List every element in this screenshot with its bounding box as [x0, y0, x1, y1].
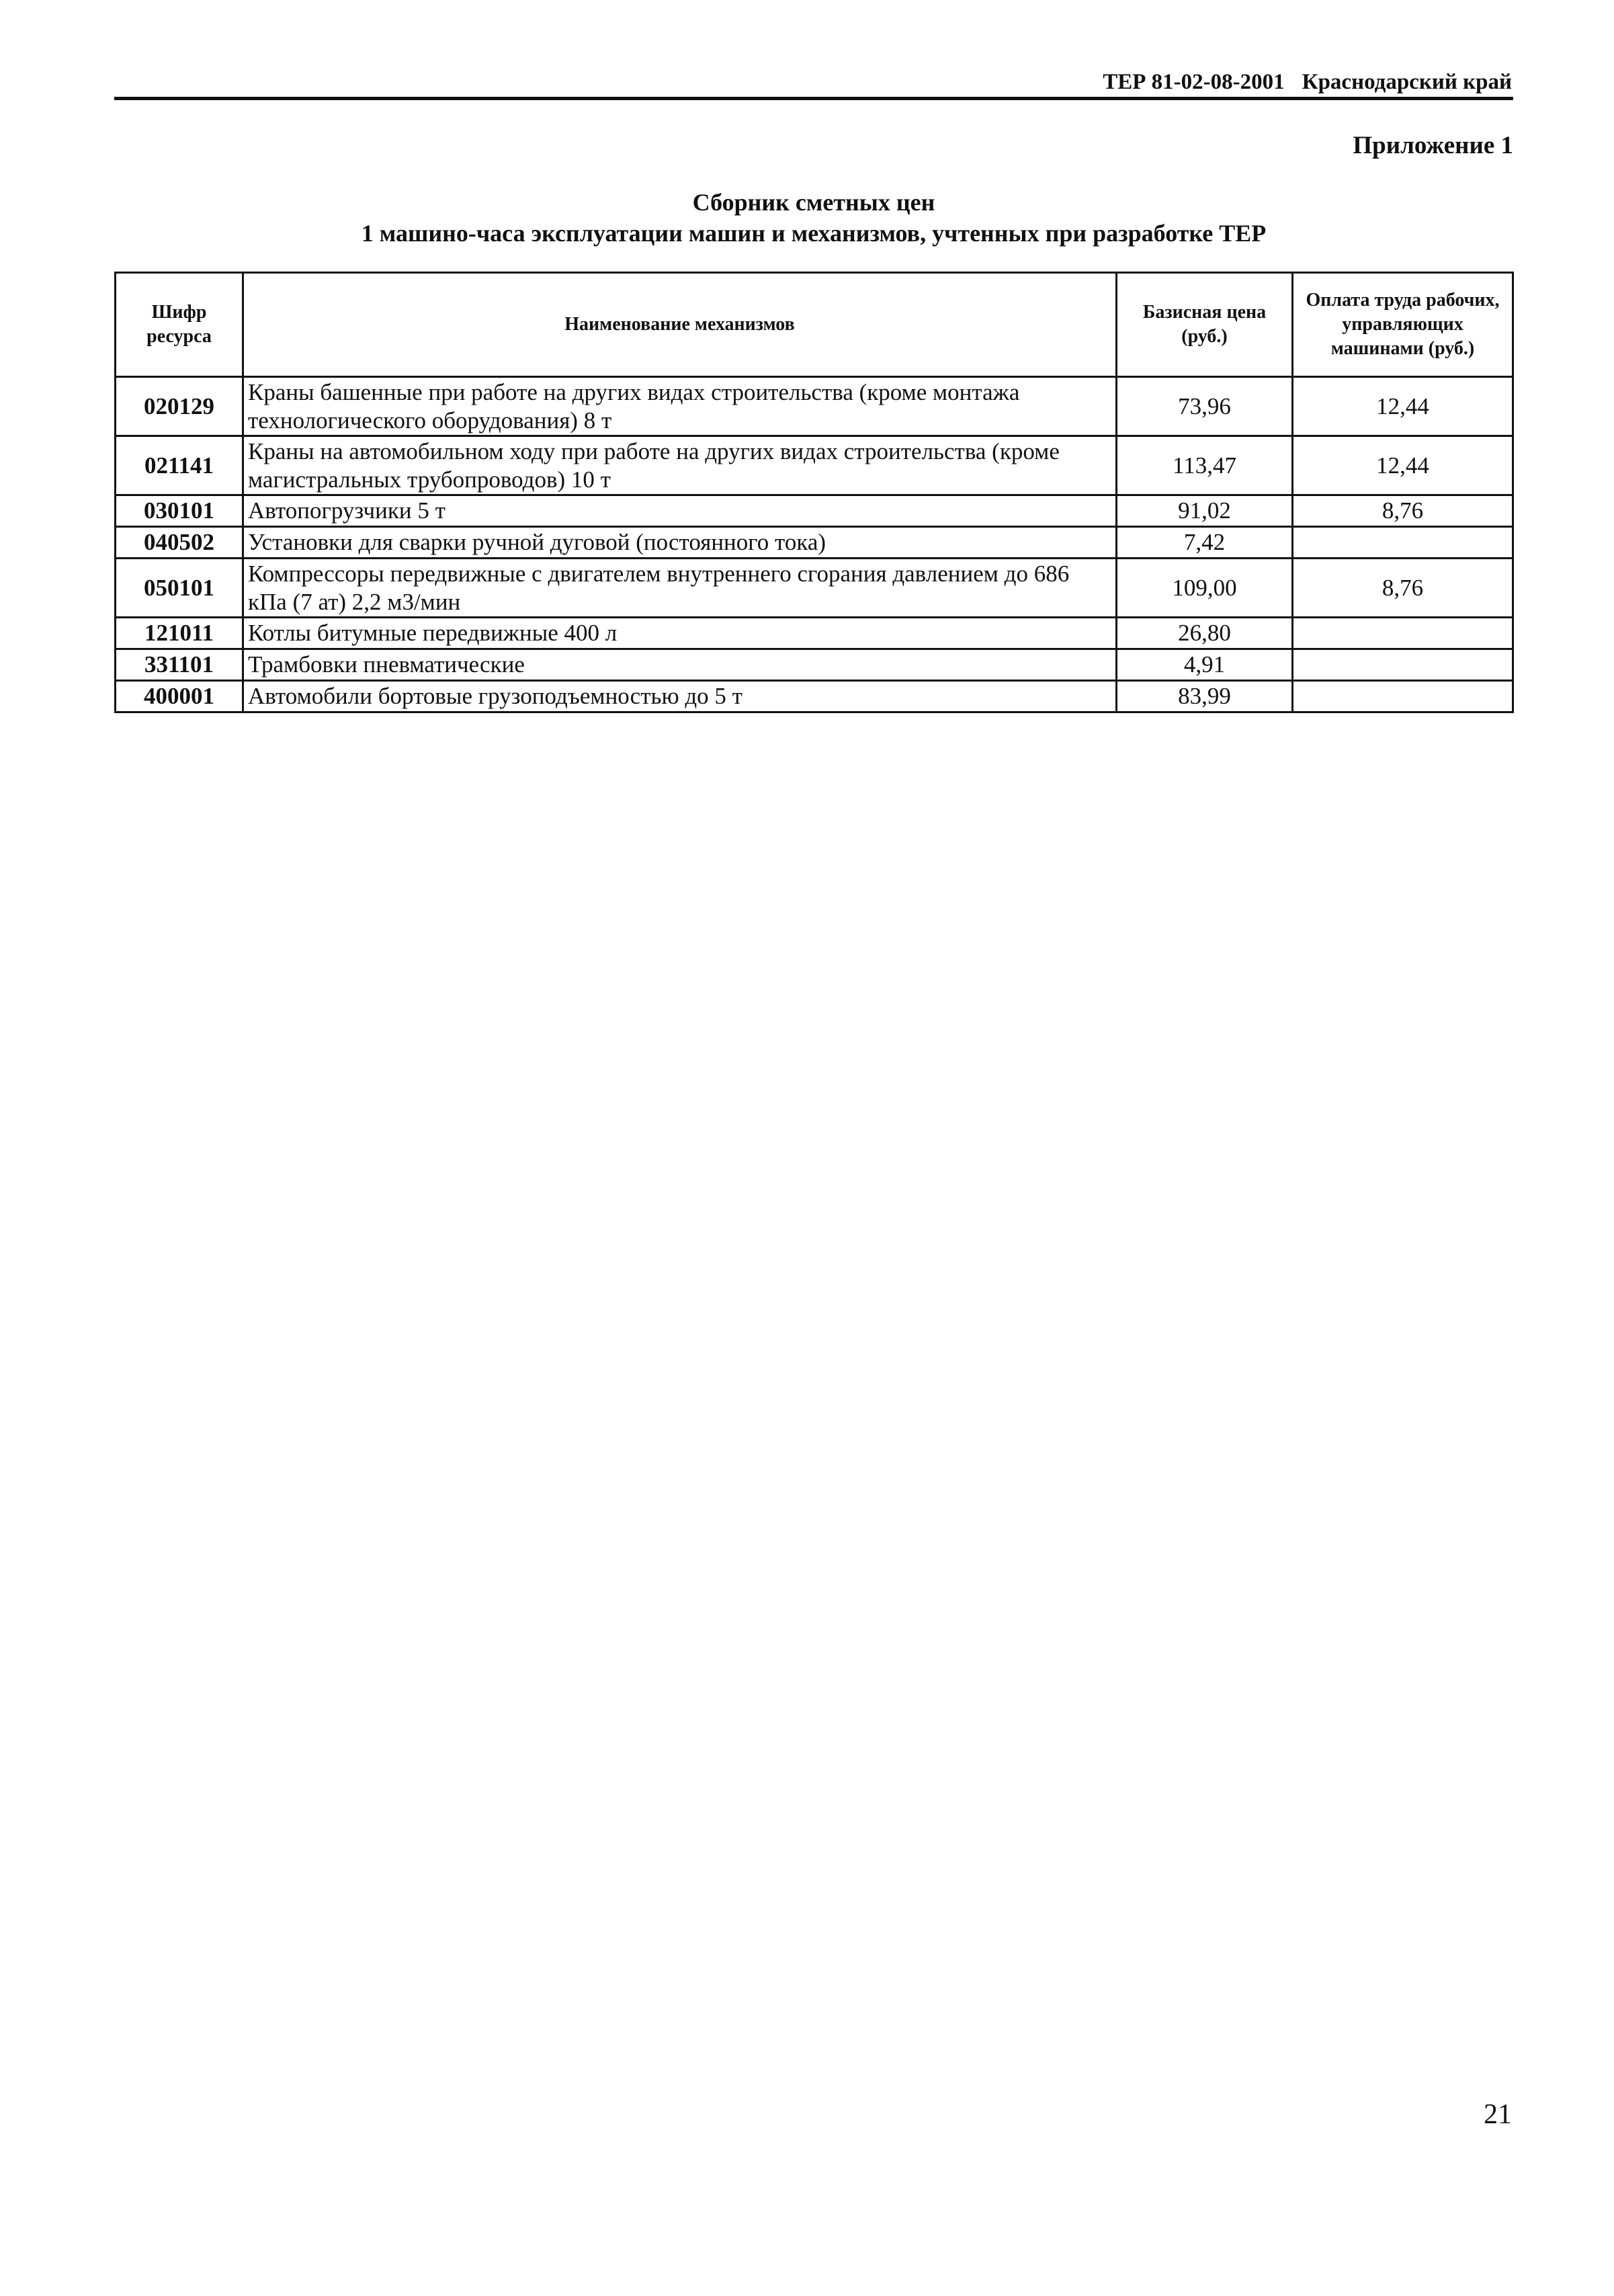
cell-code: 121011 — [116, 618, 243, 649]
cell-name: Установки для сварки ручной дуговой (постоянного тока) — [243, 527, 1117, 559]
header-code: Шифр ресурса — [116, 273, 243, 377]
table-row — [116, 527, 1513, 559]
cell-wages: 12,44 — [1293, 377, 1513, 436]
appendix-label: Приложение 1 — [1353, 132, 1513, 159]
header-price: Базисная цена (руб.) — [1117, 273, 1293, 377]
cell-name: Краны на автомобильном ходу при работе на других видах строительства (кроме магистральных трубопроводов) 10 т — [243, 436, 1117, 495]
title-line-1: Сборник сметных цен — [692, 189, 935, 216]
price-table — [114, 272, 1514, 713]
cell-wages — [1293, 527, 1513, 559]
cell-name: Котлы битумные передвижные 400 л — [243, 618, 1117, 649]
cell-price: 109,00 — [1117, 559, 1293, 618]
cell-price: 4,91 — [1117, 649, 1293, 681]
cell-code: 331101 — [116, 649, 243, 681]
cell-code: 050101 — [116, 559, 243, 618]
table-row — [116, 377, 1513, 436]
cell-name: Краны башенные при работе на других видах строительства (кроме монтажа технологического оборудования) 8 т — [243, 377, 1117, 436]
cell-price: 91,02 — [1117, 495, 1293, 527]
cell-code: 030101 — [116, 495, 243, 527]
table-row — [116, 559, 1513, 618]
document-title — [114, 187, 1513, 249]
cell-wages: 8,76 — [1293, 559, 1513, 618]
table-row — [116, 495, 1513, 527]
cell-name: Автомобили бортовые грузоподъемностью до 5 т — [243, 681, 1117, 712]
cell-name: Компрессоры передвижные с двигателем внутреннего сгорания давлением до 686 кПа (7 ат) 2,2 м3/мин — [243, 559, 1117, 618]
cell-name: Трамбовки пневматические — [243, 649, 1117, 681]
cell-wages — [1293, 649, 1513, 681]
table-row — [116, 649, 1513, 681]
table-header-row — [116, 273, 1513, 377]
cell-code: 021141 — [116, 436, 243, 495]
table-row — [116, 436, 1513, 495]
cell-name: Автопогрузчики 5 т — [243, 495, 1117, 527]
page-number: 21 — [1484, 2099, 1512, 2130]
cell-wages: 12,44 — [1293, 436, 1513, 495]
cell-code: 400001 — [116, 681, 243, 712]
region-name: Краснодарский край — [1302, 70, 1512, 94]
cell-price: 113,47 — [1117, 436, 1293, 495]
header-rule — [114, 97, 1513, 100]
running-header — [114, 67, 1512, 97]
table-row — [116, 681, 1513, 712]
cell-code: 020129 — [116, 377, 243, 436]
cell-price: 73,96 — [1117, 377, 1293, 436]
cell-price: 26,80 — [1117, 618, 1293, 649]
cell-wages: 8,76 — [1293, 495, 1513, 527]
cell-wages — [1293, 681, 1513, 712]
document-code: ТЕР 81-02-08-2001 — [1103, 70, 1285, 94]
cell-code: 040502 — [116, 527, 243, 559]
table-row — [116, 618, 1513, 649]
cell-price: 83,99 — [1117, 681, 1293, 712]
header-wages: Оплата труда рабочих, управляющих машинами (руб.) — [1293, 273, 1513, 377]
cell-price: 7,42 — [1117, 527, 1293, 559]
cell-wages — [1293, 618, 1513, 649]
header-name: Наименование механизмов — [243, 273, 1117, 377]
title-line-2: 1 машино-часа эксплуатации машин и механизмов, учтенных при разработке ТЕР — [361, 220, 1267, 247]
